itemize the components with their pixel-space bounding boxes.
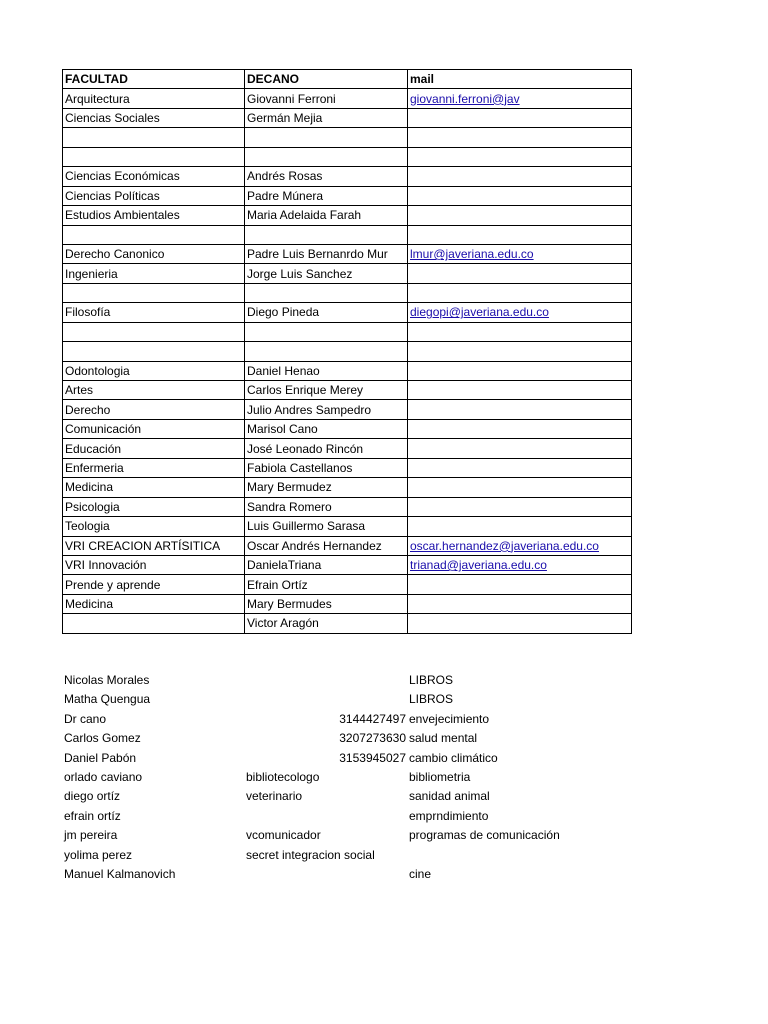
table-header-row	[63, 70, 632, 89]
contact-topic: sanidad animal	[409, 789, 490, 804]
contact-topic: cambio climático	[409, 750, 498, 765]
contact-topic: LIBROS	[409, 692, 454, 707]
contact-name: Nicolas Morales	[64, 673, 150, 687]
contact-row	[64, 787, 664, 806]
contact-topic: bibliometria	[409, 769, 471, 784]
table-row	[63, 89, 632, 108]
mail-cell	[408, 400, 632, 419]
contact-role: veterinario	[246, 789, 303, 804]
decano-cell: Fabiola Castellanos	[245, 458, 408, 477]
decano-cell	[245, 322, 408, 341]
header-decano: DECANO	[245, 70, 408, 89]
decano-cell: Oscar Andrés Hernandez	[245, 536, 408, 555]
mail-cell	[408, 283, 632, 302]
facultad-cell: Medicina	[63, 478, 245, 497]
mail-cell	[408, 536, 632, 555]
facultad-cell: Comunicación	[63, 419, 245, 438]
contact-phone: 3144427497	[339, 711, 406, 726]
facultad-cell: Artes	[63, 381, 245, 400]
table-row	[63, 478, 632, 497]
email-link[interactable]: trianad@javeriana.edu.co	[410, 558, 547, 573]
mail-cell	[408, 128, 632, 147]
mail-cell	[408, 478, 632, 497]
mail-cell	[408, 186, 632, 205]
table-row	[63, 342, 632, 361]
facultad-cell: Ciencias Económicas	[63, 167, 245, 186]
mail-cell	[408, 497, 632, 516]
mail-cell	[408, 439, 632, 458]
facultad-cell	[63, 614, 245, 633]
mail-cell	[408, 614, 632, 633]
contact-row	[64, 710, 664, 729]
decano-cell: Andrés Rosas	[245, 167, 408, 186]
table-row	[63, 206, 632, 225]
facultad-cell: Ciencias Sociales	[63, 108, 245, 127]
contact-row	[64, 768, 664, 787]
decano-cell: Marisol Cano	[245, 419, 408, 438]
table-row	[63, 594, 632, 613]
contact-name: Dr cano	[64, 711, 107, 726]
decano-cell	[245, 283, 408, 302]
decano-cell: Luis Guillermo Sarasa	[245, 517, 408, 536]
mail-cell	[408, 167, 632, 186]
faculty-table-body	[63, 70, 632, 634]
decano-cell: Julio Andres Sampedro	[245, 400, 408, 419]
table-row	[63, 186, 632, 205]
contact-topic: envejecimiento	[409, 711, 490, 726]
contact-name: Carlos Gomez	[64, 731, 141, 746]
decano-cell: Diego Pineda	[245, 303, 408, 322]
table-row	[63, 400, 632, 419]
contact-topic: emprndimiento	[409, 808, 489, 823]
decano-cell: Jorge Luis Sanchez	[245, 264, 408, 283]
mail-cell	[408, 458, 632, 477]
contact-row	[64, 671, 664, 690]
contact-row	[64, 729, 664, 748]
contact-name: orlado caviano	[64, 769, 143, 784]
facultad-cell: Derecho	[63, 400, 245, 419]
contact-topic: programas de comunicación	[409, 828, 560, 843]
contact-phone: 3207273630	[339, 731, 406, 746]
facultad-cell	[63, 283, 245, 302]
table-row	[63, 167, 632, 186]
contact-topic: salud mental	[409, 731, 478, 746]
facultad-cell: Prende y aprende	[63, 575, 245, 594]
table-row	[63, 322, 632, 341]
mail-cell	[408, 322, 632, 341]
table-row	[63, 517, 632, 536]
contact-row	[64, 690, 664, 709]
mail-cell	[408, 517, 632, 536]
table-row	[63, 361, 632, 380]
table-row	[63, 108, 632, 127]
table-row	[63, 555, 632, 574]
contact-name: Daniel Pabón	[64, 750, 137, 765]
contact-topic: LIBROS	[409, 673, 454, 687]
header-facultad: FACULTAD	[63, 70, 245, 89]
email-link[interactable]: lmur@javeriana.edu.co	[410, 247, 534, 262]
contact-name: jm pereira	[64, 828, 118, 843]
table-row	[63, 536, 632, 555]
contact-row	[64, 846, 664, 865]
facultad-cell: Odontologia	[63, 361, 245, 380]
decano-cell: Maria Adelaida Farah	[245, 206, 408, 225]
facultad-cell: Ingenieria	[63, 264, 245, 283]
mail-cell	[408, 108, 632, 127]
decano-cell: Mary Bermudes	[245, 594, 408, 613]
mail-cell	[408, 419, 632, 438]
decano-cell: José Leonado Rincón	[245, 439, 408, 458]
contact-name: Manuel Kalmanovich	[64, 866, 176, 881]
table-row	[63, 147, 632, 166]
decano-cell: Victor Aragón	[245, 614, 408, 633]
mail-cell	[408, 303, 632, 322]
facultad-cell: VRI CREACION ARTÍSITICA	[63, 536, 245, 555]
contact-topic: cine	[409, 866, 432, 881]
facultad-cell: Filosofía	[63, 303, 245, 322]
contact-role: secret integracion social	[246, 847, 375, 862]
facultad-cell: Enfermeria	[63, 458, 245, 477]
table-row	[63, 419, 632, 438]
facultad-cell	[63, 322, 245, 341]
mail-cell	[408, 244, 632, 263]
contact-phone: 3153945027	[339, 750, 406, 765]
decano-cell: Padre Luis Bernanrdo Mur	[245, 244, 408, 263]
contact-name: yolima perez	[64, 847, 133, 862]
facultad-cell: VRI Innovación	[63, 555, 245, 574]
table-row	[63, 497, 632, 516]
facultad-cell	[63, 147, 245, 166]
mail-cell	[408, 206, 632, 225]
table-row	[63, 283, 632, 302]
mail-cell	[408, 555, 632, 574]
facultad-cell: Psicologia	[63, 497, 245, 516]
decano-cell: Sandra Romero	[245, 497, 408, 516]
table-row	[63, 244, 632, 263]
contact-name: efrain ortíz	[64, 808, 121, 823]
facultad-cell: Estudios Ambientales	[63, 206, 245, 225]
mail-cell	[408, 361, 632, 380]
decano-cell: Efrain Ortíz	[245, 575, 408, 594]
mail-cell	[408, 594, 632, 613]
faculty-table	[62, 69, 632, 634]
mail-cell	[408, 575, 632, 594]
decano-cell	[245, 128, 408, 147]
facultad-cell: Derecho Canonico	[63, 244, 245, 263]
contact-name: Matha Quengua	[64, 692, 151, 707]
mail-cell	[408, 147, 632, 166]
facultad-cell: Ciencias Políticas	[63, 186, 245, 205]
decano-cell: Daniel Henao	[245, 361, 408, 380]
table-row	[63, 439, 632, 458]
table-row	[63, 128, 632, 147]
decano-cell: Giovanni Ferroni	[245, 89, 408, 108]
mail-cell	[408, 89, 632, 108]
table-row	[63, 575, 632, 594]
mail-cell	[408, 225, 632, 244]
facultad-cell: Arquitectura	[63, 89, 245, 108]
mail-cell	[408, 264, 632, 283]
table-row	[63, 614, 632, 633]
email-link[interactable]: oscar.hernandez@javeriana.edu.co	[410, 538, 599, 553]
contact-name: diego ortíz	[64, 789, 121, 804]
email-link[interactable]: giovanni.ferroni@jav	[410, 91, 520, 106]
email-link[interactable]: diegopi@javeriana.edu.co	[410, 305, 549, 320]
table-row	[63, 381, 632, 400]
facultad-cell	[63, 128, 245, 147]
contact-row	[64, 749, 664, 768]
decano-cell: Carlos Enrique Merey	[245, 381, 408, 400]
decano-cell	[245, 147, 408, 166]
contact-row	[64, 807, 664, 826]
decano-cell: DanielaTriana	[245, 555, 408, 574]
facultad-cell: Medicina	[63, 594, 245, 613]
header-mail: mail	[408, 70, 632, 89]
contact-row	[64, 826, 664, 845]
table-row	[63, 225, 632, 244]
table-row	[63, 264, 632, 283]
decano-cell: Germán Mejia	[245, 108, 408, 127]
facultad-cell: Teologia	[63, 517, 245, 536]
facultad-cell: Educación	[63, 439, 245, 458]
contacts-list	[64, 671, 664, 884]
decano-cell: Padre Múnera	[245, 186, 408, 205]
decano-cell: Mary Bermudez	[245, 478, 408, 497]
decano-cell	[245, 225, 408, 244]
mail-cell	[408, 342, 632, 361]
decano-cell	[245, 342, 408, 361]
mail-cell	[408, 381, 632, 400]
contact-row	[64, 865, 664, 884]
facultad-cell	[63, 225, 245, 244]
contact-role: vcomunicador	[246, 828, 321, 843]
table-row	[63, 303, 632, 322]
facultad-cell	[63, 342, 245, 361]
table-row	[63, 458, 632, 477]
contact-role: bibliotecologo	[246, 769, 320, 784]
